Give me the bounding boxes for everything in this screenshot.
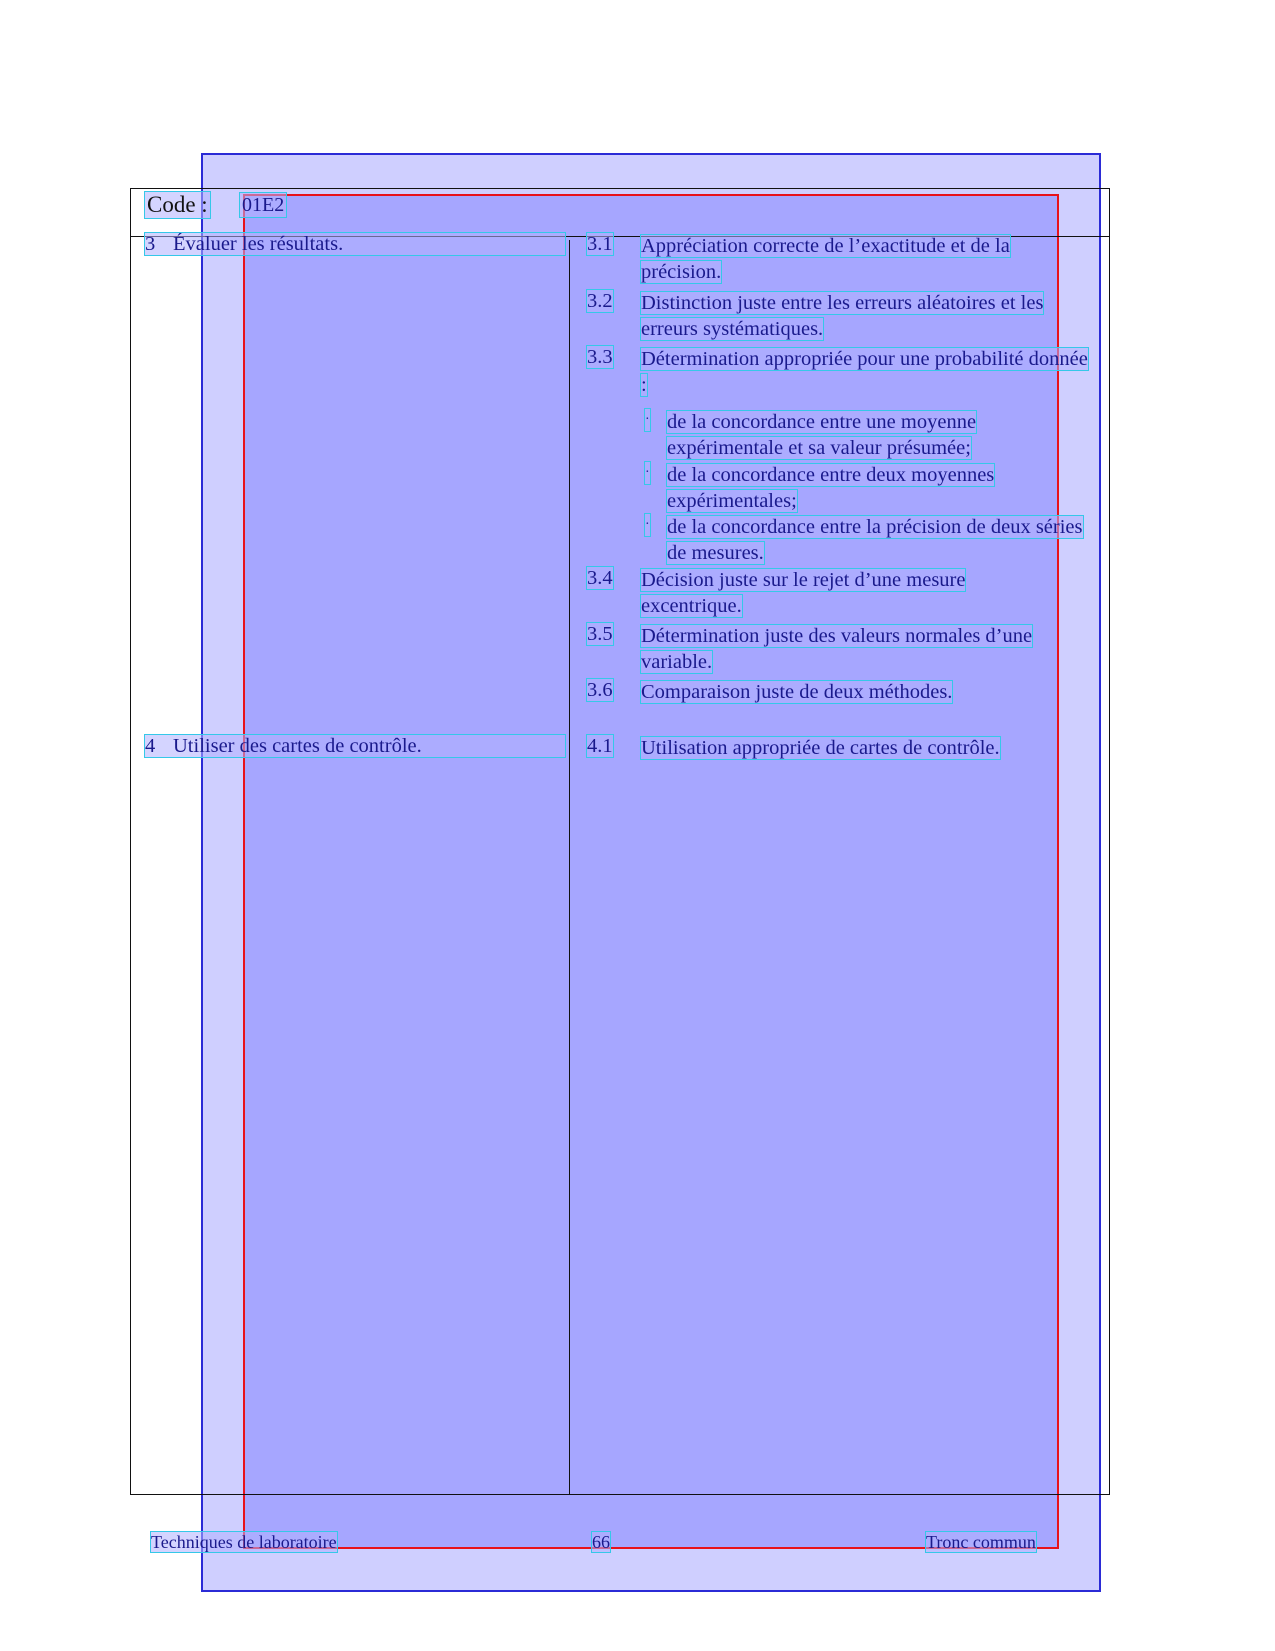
- criterion-number: 3.5: [587, 623, 613, 645]
- criterion-text: Distinction juste entre les erreurs aléatoires et les erreurs systématiques.: [641, 292, 1044, 340]
- criterion-number: 3.2: [587, 290, 613, 312]
- subitem-text: de la concordance entre une moyenne expérimentale et sa valeur présumée;: [667, 411, 977, 459]
- page-number: 66: [592, 1532, 610, 1552]
- criterion-text: Appréciation correcte de l’exactitude et de la précision.: [641, 235, 1010, 283]
- criterion-text: Décision juste sur le rejet d’une mesure excentrique.: [641, 569, 966, 617]
- subitem-text: de la concordance entre la précision de deux séries de mesures.: [667, 516, 1083, 564]
- footer-program: Techniques de laboratoire: [151, 1532, 337, 1552]
- element-title: Évaluer les résultats.: [173, 233, 344, 255]
- criterion-number: 3.6: [587, 679, 613, 701]
- element-4: [145, 735, 565, 757]
- criterion-text: Comparaison juste de deux méthodes.: [641, 681, 953, 703]
- element-number: 4: [145, 735, 156, 757]
- criterion-text: Détermination juste des valeurs normales d’une variable.: [641, 625, 1033, 673]
- criterion-text: Détermination appropriée pour une probabilité donnée :: [641, 348, 1088, 396]
- criterion-text: Utilisation appropriée de cartes de contrôle.: [641, 737, 1000, 759]
- bullet-icon: ·: [645, 409, 650, 431]
- element-title: Utiliser des cartes de contrôle.: [173, 735, 422, 757]
- bullet-icon: ·: [645, 462, 650, 484]
- criterion-number: 3.1: [587, 233, 613, 255]
- element-number: 3: [145, 233, 156, 255]
- code-label: Code :: [147, 192, 208, 217]
- element-3: [145, 233, 565, 255]
- subitem-text: de la concordance entre deux moyennes expérimentales;: [667, 464, 995, 512]
- bullet-icon: ·: [645, 514, 650, 536]
- code-value: 01E2: [242, 194, 285, 216]
- criterion-number: 4.1: [587, 735, 613, 757]
- footer-section: Tronc commun: [926, 1532, 1036, 1552]
- criterion-number: 3.4: [587, 567, 613, 589]
- column-divider: [569, 240, 570, 1495]
- criterion-number: 3.3: [587, 346, 613, 368]
